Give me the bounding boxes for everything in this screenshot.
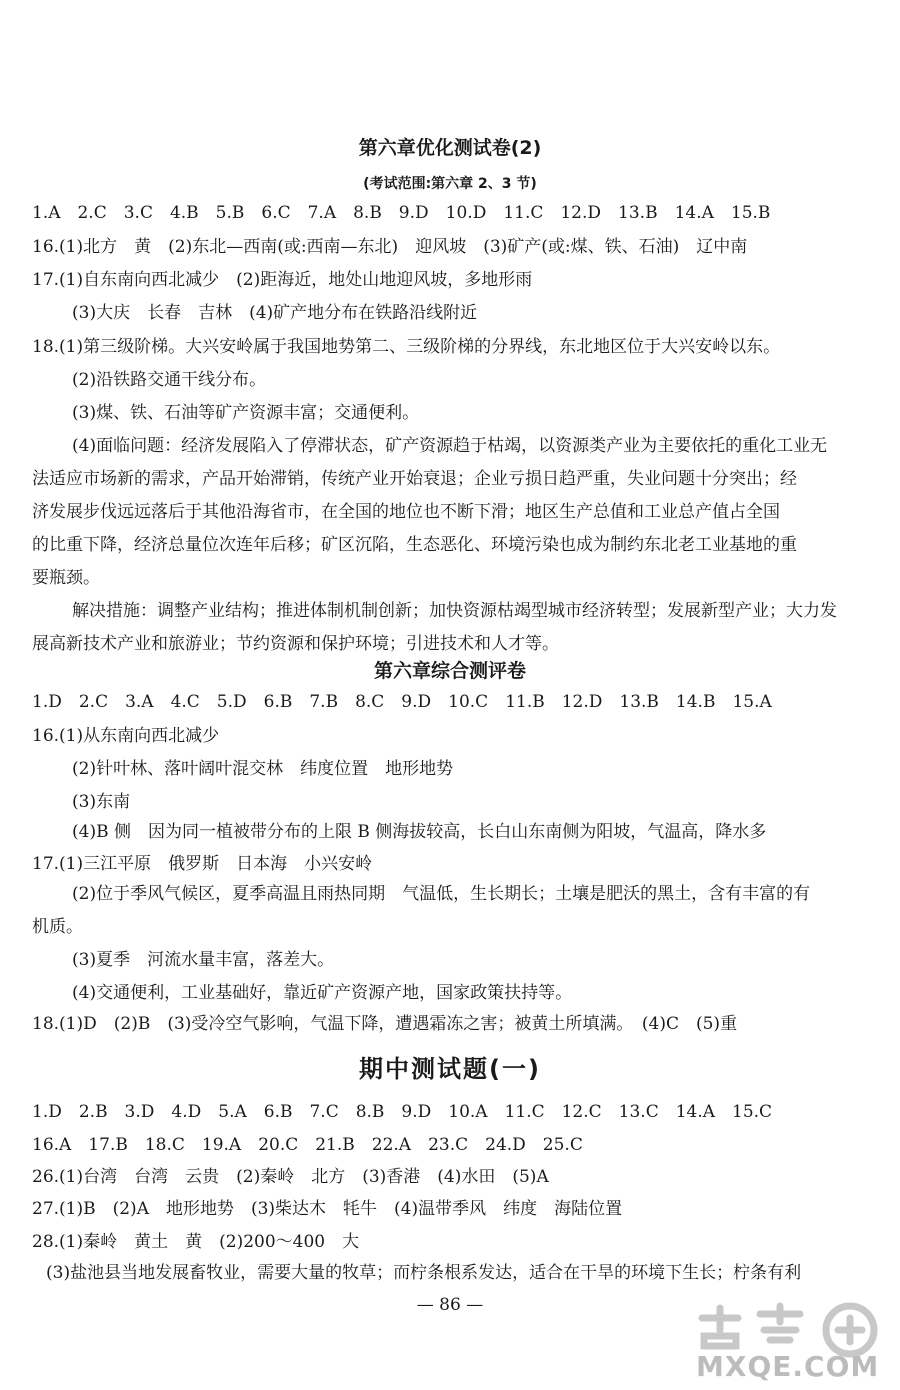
answer-line: 济发展步伐远远落后于其他沿海省市，在全国的地位也不断下滑；地区生产总值和工业总产值占全国 xyxy=(32,502,780,522)
answer-line: 18.(1)D (2)B (3)受冷空气影响，气温下降，遭遇霜冻之害；被黄土所填满。 (4)C (5)重 xyxy=(32,1014,738,1034)
answer-line: 26.(1)台湾 台湾 云贵 (2)秦岭 北方 (3)香港 (4)水田 (5)A xyxy=(32,1167,549,1187)
answer-line: (2)位于季风气候区，夏季高温且雨热同期 气温低，生长期长；土壤是肥沃的黑土，含有丰富的有 xyxy=(72,884,811,904)
answer-line: 机质。 xyxy=(32,917,83,937)
answer-line: (2)沿铁路交通干线分布。 xyxy=(72,370,267,390)
answer-line: 1.D 2.C 3.A 4.C 5.D 6.B 7.B 8.C 9.D 10.C 11.B 12.D 13.B 14.B 15.A xyxy=(32,692,772,712)
answer-line: 法适应市场新的需求，产品开始滞销，传统产业开始衰退；企业亏损日趋严重，失业问题十分突出；经 xyxy=(32,469,797,489)
section-title: 第六章综合测评卷 xyxy=(373,660,526,682)
section-title: 期中测试题(一) xyxy=(359,1055,541,1083)
answer-line: 要瓶颈。 xyxy=(32,568,100,588)
answer-line: (3)夏季 河流水量丰富，落差大。 xyxy=(72,950,335,970)
section-subtitle: (考试范围:第六章 2、3 节) xyxy=(363,176,537,192)
answer-line: (4)B 侧 因为同一植被带分布的上限 B 侧海拔较高，长白山东南侧为阳坡，气温高，降水多 xyxy=(72,822,767,842)
page-number: — 86 — xyxy=(416,1295,484,1315)
section-title: 第六章优化测试卷(2) xyxy=(358,137,542,159)
answer-line: 解决措施：调整产业结构；推进体制机制创新；加快资源枯竭型城市经济转型；发展新型产业；大力发 xyxy=(72,601,837,621)
answer-line: (3)东南 xyxy=(72,792,131,812)
answer-line: (4)交通便利，工业基础好，靠近矿产资源产地，国家政策扶持等。 xyxy=(72,983,573,1003)
answer-line: 的比重下降，经济总量位次连年后移；矿区沉陷，生态恶化、环境污染也成为制约东北老工业基地的重 xyxy=(32,535,797,555)
answer-line: 28.(1)秦岭 黄土 黄 (2)200～400 大 xyxy=(32,1232,360,1252)
watermark-text: MXQE.COM xyxy=(696,1350,880,1383)
answer-line: 17.(1)自东南向西北减少 (2)距海近，地处山地迎风坡，多地形雨 xyxy=(32,270,533,290)
answer-line: 1.D 2.B 3.D 4.D 5.A 6.B 7.C 8.B 9.D 10.A 11.C 12.C 13.C 14.A 15.C xyxy=(32,1102,773,1122)
answer-line: (3)盐池县当地发展畜牧业，需要大量的牧草；而柠条根系发达，适合在干旱的环境下生长；柠条有利 xyxy=(46,1263,802,1283)
answer-line: (2)针叶林、落叶阔叶混交林 纬度位置 地形地势 xyxy=(72,759,454,779)
answer-line: 18.(1)第三级阶梯。大兴安岭属于我国地势第二、三级阶梯的分界线，东北地区位于大兴安岭以东。 xyxy=(32,337,781,357)
answer-line: (3)大庆 长春 吉林 (4)矿产地分布在铁路沿线附近 xyxy=(72,303,478,323)
answer-line: 17.(1)三江平原 俄罗斯 日本海 小兴安岭 xyxy=(32,854,373,874)
answer-line: (4)面临问题：经济发展陷入了停滞状态，矿产资源趋于枯竭，以资源类产业为主要依托的重化工业无 xyxy=(72,436,828,456)
answer-line: 展高新技术产业和旅游业；节约资源和保护环境；引进技术和人才等。 xyxy=(32,634,559,654)
answer-line: (3)煤、铁、石油等矿产资源丰富；交通便利。 xyxy=(72,403,420,423)
answer-line: 16.(1)从东南向西北减少 xyxy=(32,726,220,746)
answer-line: 1.A 2.C 3.C 4.B 5.B 6.C 7.A 8.B 9.D 10.D 11.C 12.D 13.B 14.A 15.B xyxy=(32,203,771,223)
answer-line: 16.A 17.B 18.C 19.A 20.C 21.B 22.A 23.C 24.D 25.C xyxy=(32,1135,583,1155)
answer-line: 16.(1)北方 黄 (2)东北—西南(或:西南—东北) 迎风坡 (3)矿产(或:煤、铁、石油) 辽中南 xyxy=(32,237,748,257)
answer-line: 27.(1)B (2)A 地形地势 (3)柴达木 牦牛 (4)温带季风 纬度 海陆位置 xyxy=(32,1199,623,1219)
